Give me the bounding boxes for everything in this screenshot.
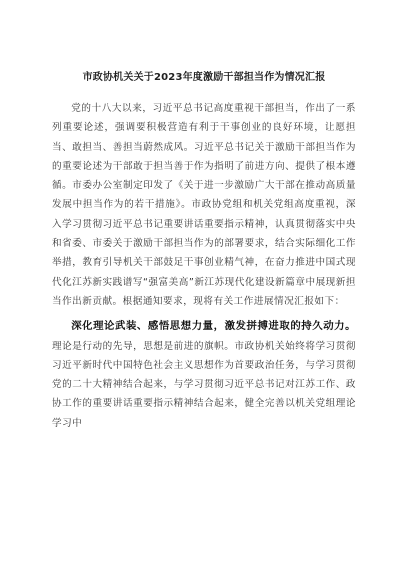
paragraph-section-1: [52, 317, 356, 433]
paragraph-intro: [52, 99, 356, 311]
document-title: 市政协机关关于2023年度激励干部担当作为情况汇报: [82, 72, 326, 83]
paragraph-section-1-lead: 深化理论武装、感悟思想力量，激发拼搏进取的持久动力。: [71, 320, 356, 333]
paragraph-intro-text: 党的十八大以来，习近平总书记高度重视干部担当，作出了一系列重要论述，强调要积极营造有利于干事创业的良好环境，让愿担当、敢担当、善担当蔚然成风。习近平总书记关于激励干部担当作为的重要论述为干部敢于担当善于作为指明了前进方向、提供了根本遵循。市委办公室制定印发了《关于进一步激励广大干部在推动高质量发展中担当作为的若干措施》。市政协党组和机关党组高度重视，深入学习贯彻习近平总书记重要讲话重要指示精神，认真贯彻落实中央和省委、市委关于激励干部担当作为的部署要求，结合实际细化工作举措，教育引导机关干部鼓足干事创业精气神，在奋力推进中国式现代化江苏新实践谱写“强富美高”新江苏现代化建设新篇章中展现新担当作出新贡献。根据通知要求，现将有关工作进展情况汇报如下：: [52, 103, 356, 307]
paragraph-section-1-text: 理论是行动的先导，思想是前进的旗帜。市政协机关始终将学习贯彻习近平新时代中国特色社会主义思想作为首要政治任务，与学习贯彻党的二十大精神结合起来，与学习贯彻习近平总书记对江苏工作、政协工作的重要讲话重要指示精神结合起来，健全完善以机关党组理论学习中: [52, 340, 356, 429]
